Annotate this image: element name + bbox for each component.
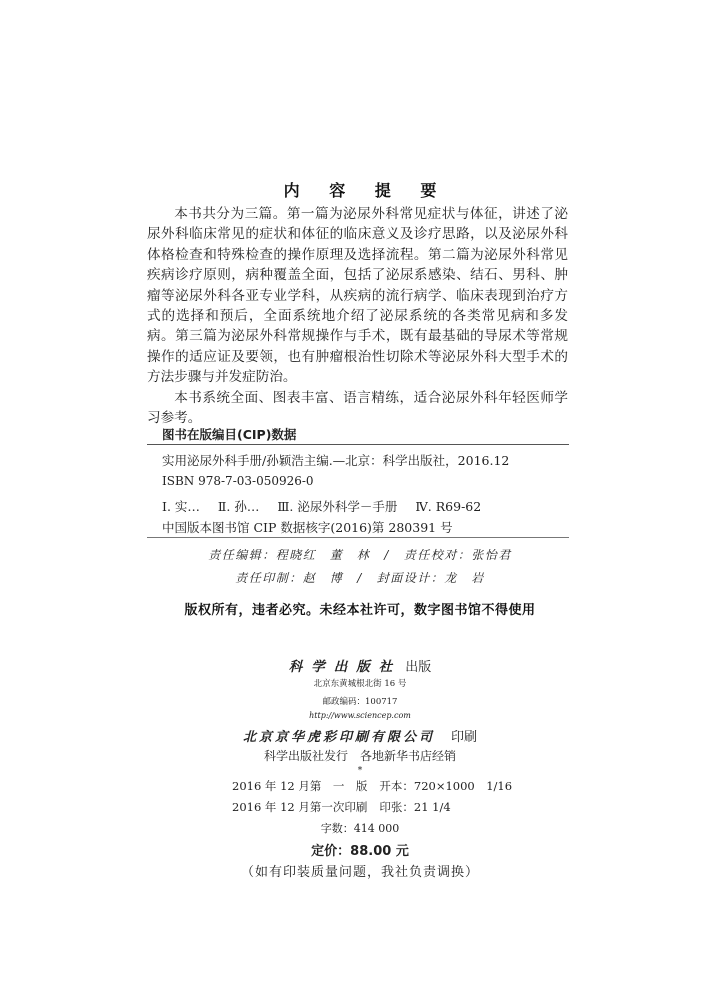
print-date: 2016 年 12 月第一次印刷 — [232, 800, 368, 814]
credit-line-editors — [0, 546, 720, 563]
publisher-name: 科学出版社 — [288, 659, 402, 675]
printing-line — [232, 799, 451, 815]
printer-line — [0, 726, 720, 745]
publisher-line — [0, 655, 720, 675]
quality-notice: （如有印装质量问题，我社负责调换） — [240, 865, 479, 880]
cip-classification — [162, 497, 481, 515]
book-format: 开本：720×1000 1/16 — [379, 779, 513, 793]
credit-separator: / — [357, 571, 363, 585]
summary-body — [147, 204, 568, 428]
cip-book-line: 实用泌尿外科手册/孙颖浩主编.—北京：科学出版社，2016.12 — [162, 453, 510, 468]
cip-class-3: Ⅲ. 泌尿外科学－手册 — [277, 499, 398, 514]
distribution-line — [0, 747, 720, 764]
credit-print-manager: 责任印制：赵 博 — [235, 571, 344, 585]
cip-isbn: ISBN 978-7-03-050926-0 — [162, 474, 314, 488]
summary-heading: 内 容 提 要 — [283, 181, 449, 200]
credit-editors: 责任编辑：程晓红 董 林 — [208, 548, 371, 562]
publisher-role: 出版 — [405, 660, 432, 675]
asterisk-divider: * — [357, 766, 363, 776]
cip-bottom-rule — [147, 537, 569, 538]
credit-proofreader: 责任校对：张怡君 — [403, 548, 512, 562]
cip-top-rule — [147, 444, 569, 445]
print-sheets: 印张：21 1/4 — [379, 800, 451, 814]
edition-date: 2016 年 12 月第 一 版 — [232, 779, 368, 793]
copyright-notice: 版权所有，违者必究。未经本社许可，数字图书馆不得使用 — [184, 603, 536, 618]
edition-line — [232, 778, 512, 794]
cip-class-4: Ⅳ. R69-62 — [415, 499, 482, 514]
word-count: 字数：414 000 — [320, 822, 400, 835]
credit-separator: / — [384, 548, 390, 562]
retailer: 各地新华书店经销 — [360, 749, 457, 763]
distributor: 科学出版社发行 — [263, 749, 348, 763]
summary-paragraph: 本书系统全面、图表丰富、语言精练，适合泌尿外科年轻医师学习参考。 — [147, 389, 568, 427]
credit-line-production — [0, 569, 720, 586]
publisher-postcode: 邮政编码：100717 — [322, 697, 398, 707]
cip-title: 图书在版编目(CIP)数据 — [162, 427, 297, 442]
cip-class-2: Ⅱ. 孙… — [217, 499, 260, 514]
printer-role: 印刷 — [451, 730, 478, 745]
publisher-address: 北京东黄城根北街 16 号 — [313, 679, 407, 689]
cip-record-number: 中国版本图书馆 CIP 数据核字(2016)第 280391 号 — [162, 520, 453, 535]
cip-class-1: Ⅰ. 实… — [162, 499, 200, 514]
credit-cover-design: 封面设计：龙 岩 — [376, 571, 485, 585]
printer-name: 北京京华虎彩印刷有限公司 — [242, 730, 435, 745]
publisher-website: http://www.sciencep.com — [309, 711, 411, 720]
price: 定价：88.00 元 — [311, 844, 409, 859]
summary-paragraph: 本书共分为三篇。第一篇为泌尿外科常见症状与体征，讲述了泌尿外科临床常见的症状和体征的临床意义及诊疗思路，以及泌尿外科体格检查和特殊检查的操作原理及选择流程。第二篇为泌尿外科常见疾病诊疗原则，病种覆盖全面，包括了泌尿系感染、结石、男科、肿瘤等泌尿外科各亚专业学科，从疾病的流行病学、临床表现到治疗方式的选择和预后，全面系统地介绍了泌尿系统的各类常见病和多发病。第三篇为泌尿外科常规操作与手术，既有最基础的导尿术等常规操作的适应证及要领，也有肿瘤根治性切除术等泌尿外科大型手术的方法步骤与并发症防治。 — [147, 206, 568, 386]
